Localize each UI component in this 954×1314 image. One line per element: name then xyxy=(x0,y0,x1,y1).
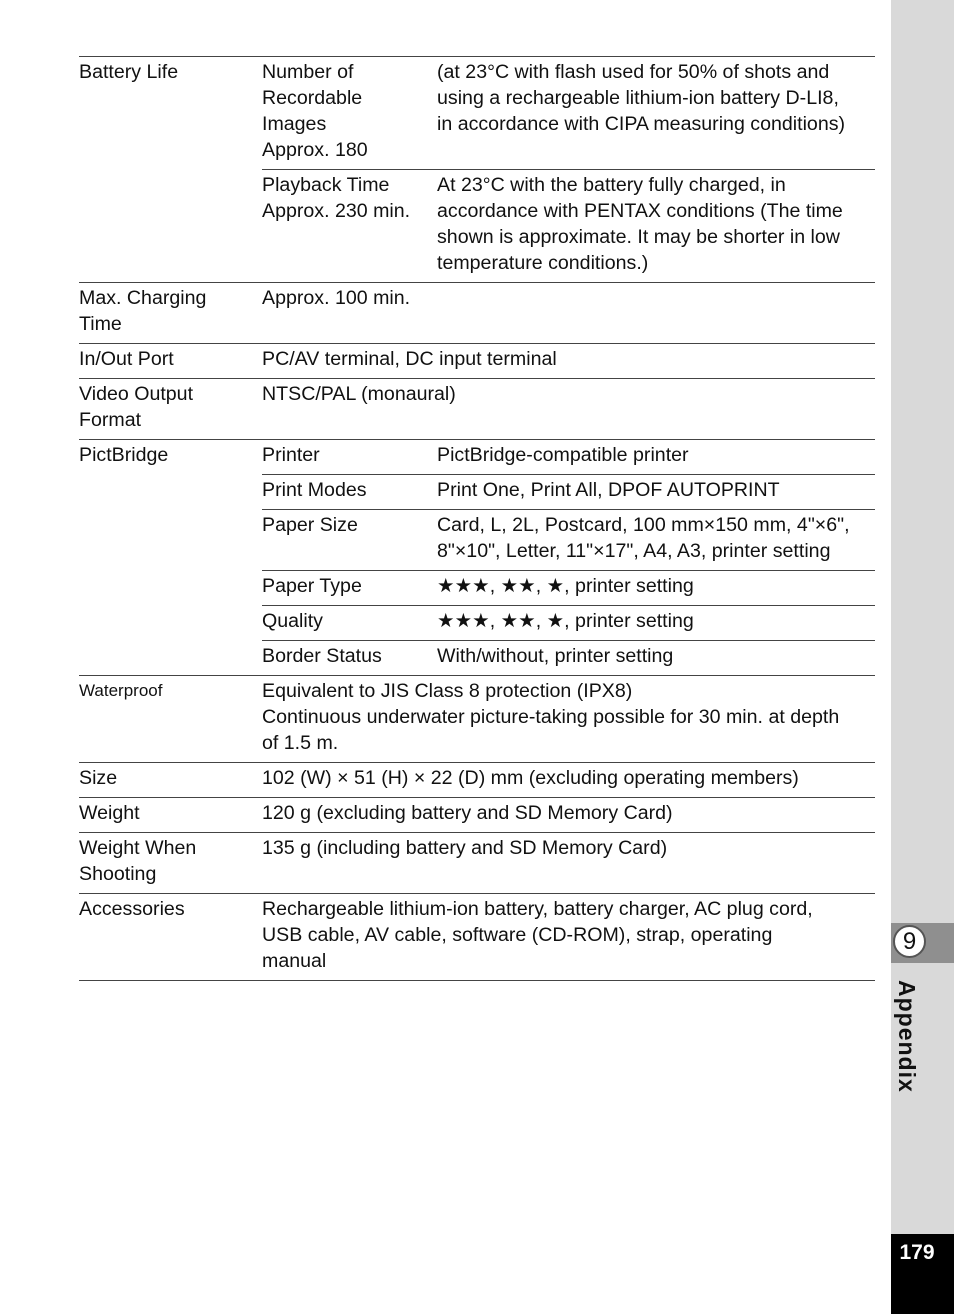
value-waterproof xyxy=(262,676,875,762)
text-line: Images xyxy=(262,113,327,135)
text-line: Number of xyxy=(262,61,354,83)
spec-table xyxy=(79,56,875,981)
subrow-playback-time xyxy=(262,169,875,282)
subrow-recordable-images xyxy=(262,57,875,169)
text-line: Rechargeable lithium-ion battery, battery charger, AC plug cord, xyxy=(262,898,813,920)
row-max-charging-time xyxy=(79,282,875,343)
label-max-charging-time xyxy=(79,283,262,343)
chapter-number-badge: 9 xyxy=(893,925,926,958)
text-line: USB cable, AV cable, software (CD-ROM), strap, operating xyxy=(262,924,773,946)
label-in-out-port: In/Out Port xyxy=(79,348,174,370)
pictbridge-subrows xyxy=(262,440,875,675)
value-paper-type: ★★★, ★★, ★, printer setting xyxy=(437,575,694,597)
value-weight: 120 g (excluding battery and SD Memory Card) xyxy=(262,802,673,824)
text-line: accordance with PENTAX conditions (The time xyxy=(437,200,843,222)
label-battery-life: Battery Life xyxy=(79,61,179,83)
sublabel-printer: Printer xyxy=(262,444,320,466)
value-playback-time xyxy=(437,170,875,282)
text-line: (at 23°C with flash used for 50% of shots and xyxy=(437,61,830,83)
value-paper-size xyxy=(437,510,875,570)
subrow-quality xyxy=(262,605,875,640)
value-print-modes: Print One, Print All, DPOF AUTOPRINT xyxy=(437,479,780,501)
row-weight-when-shooting xyxy=(79,832,875,893)
row-weight xyxy=(79,797,875,832)
row-in-out-port xyxy=(79,343,875,378)
row-size xyxy=(79,762,875,797)
sublabel-print-modes: Print Modes xyxy=(262,479,367,501)
text-line: of 1.5 m. xyxy=(262,732,339,754)
subrow-print-modes xyxy=(262,474,875,509)
sublabel-border-status: Border Status xyxy=(262,645,382,667)
label-accessories: Accessories xyxy=(79,898,185,920)
text-line: 8"×10", Letter, 11"×17", A4, A3, printer setting xyxy=(437,540,831,562)
row-accessories xyxy=(79,893,875,981)
text-line: in accordance with CIPA measuring conditions) xyxy=(437,113,846,135)
text-line: temperature conditions.) xyxy=(437,252,649,274)
sublabel-paper-size: Paper Size xyxy=(262,514,358,536)
value-accessories xyxy=(262,894,875,980)
text-line: Recordable xyxy=(262,87,363,109)
row-pictbridge xyxy=(79,439,875,675)
text-line: Time xyxy=(79,313,122,335)
text-line: using a rechargeable lithium-ion battery D-LI8, xyxy=(437,87,839,109)
text-line: Weight When xyxy=(79,837,197,859)
sublabel-playback-time xyxy=(262,170,437,282)
chapter-title: Appendix xyxy=(894,980,920,1093)
value-size: 102 (W) × 51 (H) × 22 (D) mm (excluding operating members) xyxy=(262,767,799,789)
subrow-printer xyxy=(262,440,875,474)
value-recordable-images xyxy=(437,57,875,169)
label-weight: Weight xyxy=(79,802,140,824)
row-battery-life xyxy=(79,56,875,282)
value-border-status: With/without, printer setting xyxy=(437,645,674,667)
label-pictbridge: PictBridge xyxy=(79,444,169,466)
label-size: Size xyxy=(79,767,118,789)
chapter-side-tab xyxy=(891,0,954,1314)
value-quality: ★★★, ★★, ★, printer setting xyxy=(437,610,694,632)
value-weight-when-shooting: 135 g (including battery and SD Memory Card) xyxy=(262,837,668,859)
sublabel-quality: Quality xyxy=(262,610,323,632)
text-line: Format xyxy=(79,409,142,431)
sublabel-recordable-images xyxy=(262,57,437,169)
text-line: manual xyxy=(262,950,327,972)
value-printer: PictBridge-compatible printer xyxy=(437,444,689,466)
subrow-paper-type xyxy=(262,570,875,605)
text-line: Card, L, 2L, Postcard, 100 mm×150 mm, 4"×6", xyxy=(437,514,850,536)
value-max-charging-time: Approx. 100 min. xyxy=(262,287,411,309)
label-video-output-format xyxy=(79,379,262,439)
text-line: Equivalent to JIS Class 8 protection (IPX8) xyxy=(262,680,633,702)
sublabel-paper-type: Paper Type xyxy=(262,575,362,597)
text-line: Continuous underwater picture-taking possible for 30 min. at depth xyxy=(262,706,840,728)
text-line: Max. Charging xyxy=(79,287,207,309)
text-line: Approx. 230 min. xyxy=(262,200,411,222)
value-video-output-format: NTSC/PAL (monaural) xyxy=(262,383,456,405)
text-line: Video Output xyxy=(79,383,194,405)
row-video-output-format xyxy=(79,378,875,439)
label-weight-when-shooting xyxy=(79,833,262,893)
subrow-border-status xyxy=(262,640,875,675)
text-line: Approx. 180 xyxy=(262,139,368,161)
row-waterproof xyxy=(79,675,875,762)
page-number: 179 xyxy=(899,1241,935,1264)
text-line: At 23°C with the battery fully charged, in xyxy=(437,174,786,196)
text-line: Playback Time xyxy=(262,174,390,196)
text-line: shown is approximate. It may be shorter in low xyxy=(437,226,840,248)
text-line: Shooting xyxy=(79,863,157,885)
subrow-paper-size xyxy=(262,509,875,570)
battery-subrows xyxy=(262,57,875,282)
label-waterproof: Waterproof xyxy=(79,681,163,700)
value-in-out-port: PC/AV terminal, DC input terminal xyxy=(262,348,557,370)
